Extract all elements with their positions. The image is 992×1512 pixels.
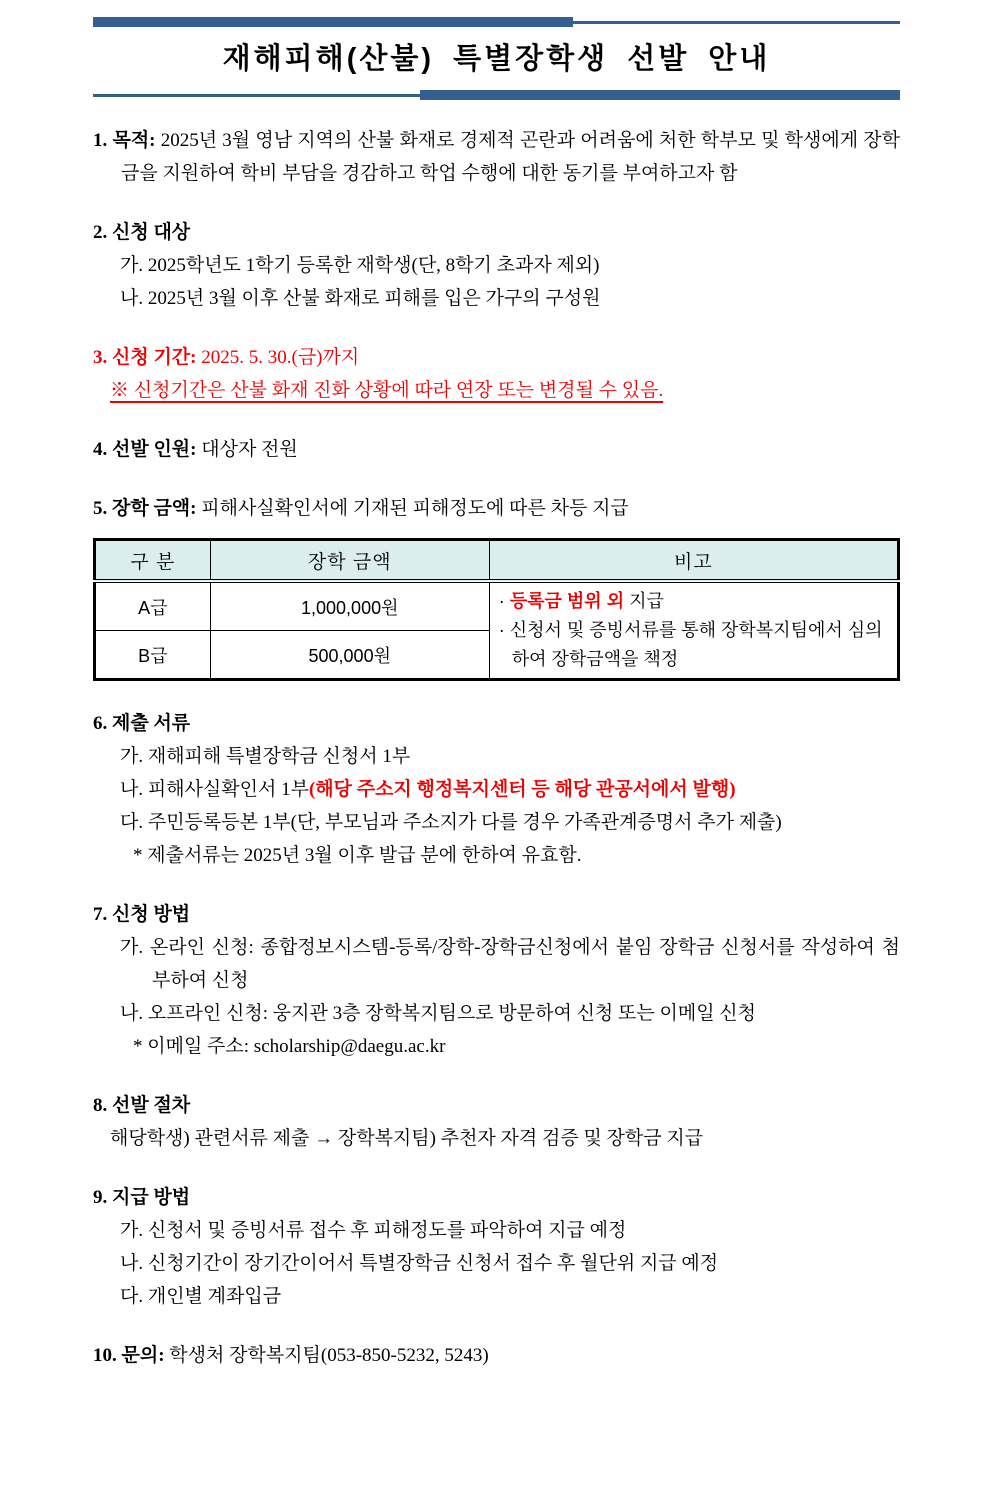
text-run: 7. 신청 방법: [93, 904, 191, 925]
red-text-run: ※ 신청기간은 산불 화재 진화 상황에 따라 연장 또는 변경될 수 있음.: [110, 380, 664, 401]
text-run: 다. 개인별 계좌입금: [120, 1286, 282, 1307]
text-run: 가. 온라인 신청: 종합정보시스템-등록/장학-장학금신청에서 붙임 장학금 신청서를 작성하여 첨부하여 신청: [120, 937, 900, 991]
section-3-application-period: [93, 341, 900, 407]
text-run: 가. 재해피해 특별장학금 신청서 1부: [120, 746, 411, 767]
section-5-scholarship-amount: [93, 492, 900, 525]
text-run: 9. 지급 방법: [93, 1187, 191, 1208]
paragraph: [120, 1280, 900, 1313]
paragraph: [120, 773, 900, 806]
paragraph: [133, 1030, 900, 1063]
text-run: 2025년 3월 영남 지역의 산불 화재로 경제적 곤란과 어려움에 처한 학부모 및 학생에게 장학금을 지원하여 학비 부담을 경감하고 학업 수행에 대한 동기를 부여하고자 함: [121, 130, 900, 184]
paragraph: [93, 433, 900, 466]
table-header-row: [95, 540, 899, 582]
text-run: 6. 제출 서류: [93, 713, 191, 734]
table-cell-grade-b: B급: [95, 631, 211, 680]
red-text-run: 3. 신청 기간:: [93, 347, 197, 368]
text-run: 1. 목적:: [93, 130, 156, 151]
header-rule-bottom-thin-line: [93, 94, 420, 97]
red-text-run: 2025. 5. 30.(금)까지: [196, 347, 360, 368]
sections-after-table: [93, 707, 900, 1372]
table-row-grade-a: [95, 581, 899, 631]
text-run: 2. 신청 대상: [93, 222, 191, 243]
section-6-documents: [93, 707, 900, 872]
table-cell-amount-a: 1,000,000원: [210, 581, 489, 631]
paragraph: [93, 341, 900, 374]
paragraph: [120, 1214, 900, 1247]
section-2-eligibility: [93, 216, 900, 315]
paragraph: [93, 124, 900, 190]
text-run: * 이메일 주소: scholarship@daegu.ac.kr: [133, 1036, 446, 1057]
text-run: 해당학생) 관련서류 제출 → 장학복지팀) 추천자 자격 검증 및 장학금 지급: [110, 1128, 704, 1149]
text-run: * 제출서류는 2025년 3월 이후 발급 분에 한하여 유효함.: [133, 845, 582, 866]
header-rule-top-thick-bar: [93, 17, 573, 27]
header-rule-bottom: [93, 90, 900, 100]
paragraph: [110, 374, 900, 407]
paragraph: [93, 1339, 900, 1372]
paragraph: [93, 898, 900, 931]
paragraph: [120, 806, 900, 839]
red-text-run: 등록금 범위 외: [509, 591, 625, 611]
header-rule-top-thin-line: [573, 21, 900, 24]
paragraph: [110, 1122, 900, 1155]
scholarship-amount-table-wrap: [93, 538, 900, 681]
text-run: ·: [498, 591, 510, 611]
red-text-run: (해당 주소지 행정복지센터 등 해당 관공서에서 발행): [308, 779, 736, 800]
document-title: 재해피해(산불) 특별장학생 선발 안내: [222, 43, 771, 75]
text-run: 피해사실확인서에 기재된 피해정도에 따른 차등 지급: [196, 498, 629, 519]
section-4-selection-count: [93, 433, 900, 466]
table-header-remarks: 비고: [489, 540, 898, 582]
table-header-grade: 구 분: [95, 540, 211, 582]
paragraph: [93, 492, 900, 525]
text-run: 나. 2025년 3월 이후 산불 화재로 피해를 입은 가구의 구성원: [120, 288, 601, 309]
section-9-payment-method: [93, 1181, 900, 1313]
text-run: 다. 주민등록등본 1부(단, 부모님과 주소지가 다를 경우 가족관계증명서 추가 제출): [120, 812, 782, 833]
header-rule-bottom-thick-bar: [420, 90, 900, 100]
table-cell-grade-a: A급: [95, 581, 211, 631]
paragraph: [93, 1089, 900, 1122]
header-rule-top: [93, 17, 900, 27]
text-run: 대상자 전원: [196, 439, 298, 460]
text-run: 10. 문의:: [93, 1345, 165, 1366]
text-run: 가. 신청서 및 증빙서류 접수 후 피해정도를 파악하여 지급 예정: [120, 1220, 627, 1241]
paragraph: [133, 839, 900, 872]
text-run: 학생처 장학복지팀(053-850-5232, 5243): [164, 1345, 489, 1366]
paragraph: [120, 282, 900, 315]
paragraph: [93, 216, 900, 249]
remark-line: [499, 616, 889, 674]
section-8-selection-process: [93, 1089, 900, 1155]
section-7-how-to-apply: [93, 898, 900, 1063]
paragraph: [120, 740, 900, 773]
text-run: 나. 신청기간이 장기간이어서 특별장학금 신청서 접수 후 월단위 지급 예정: [120, 1253, 719, 1274]
paragraph: [120, 249, 900, 282]
text-run: 가. 2025학년도 1학기 등록한 재학생(단, 8학기 초과자 제외): [120, 255, 600, 276]
remark-line: [499, 587, 889, 616]
table-header-amount: 장학 금액: [210, 540, 489, 582]
paragraph: [120, 1247, 900, 1280]
section-10-contact: [93, 1339, 900, 1372]
document-body: [93, 124, 900, 1372]
paragraph: [120, 931, 900, 997]
text-run: 나. 피해사실확인서 1부: [120, 779, 309, 800]
text-run: 8. 선발 절차: [93, 1095, 191, 1116]
text-run: 나. 오프라인 신청: 웅지관 3층 장학복지팀으로 방문하여 신청 또는 이메일 신청: [120, 1003, 757, 1024]
text-run: 지급: [624, 591, 664, 611]
text-run: · 신청서 및 증빙서류를 통해 장학복지팀에서 심의하여 장학금액을 책정: [498, 620, 883, 669]
paragraph: [120, 997, 900, 1030]
text-run: 5. 장학 금액:: [93, 498, 197, 519]
text-run: 4. 선발 인원:: [93, 439, 197, 460]
paragraph: [93, 1181, 900, 1214]
paragraph: [93, 707, 900, 740]
scholarship-amount-table: [93, 538, 900, 681]
section-1-purpose: [93, 124, 900, 190]
table-cell-remarks: [489, 581, 898, 680]
sections-before-table: [93, 124, 900, 525]
table-cell-amount-b: 500,000원: [210, 631, 489, 680]
